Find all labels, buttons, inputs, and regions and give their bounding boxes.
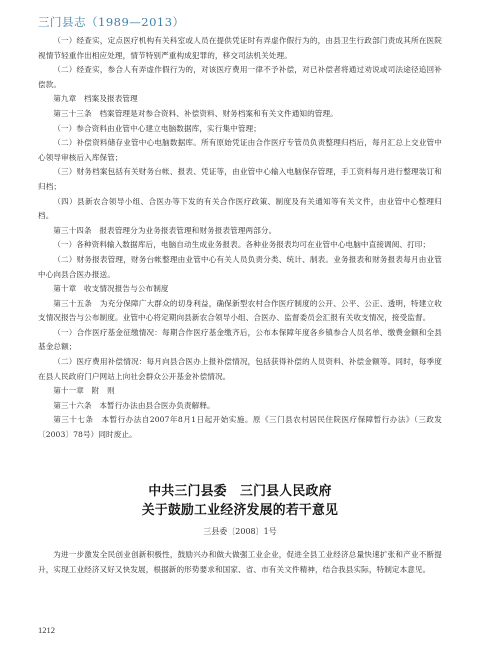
page-number: 1212	[38, 625, 55, 635]
article-paragraph: 第三十三条 档案管理是对参合资料、补偿资料、财务档案和有关文件通知的管理。	[53, 108, 338, 118]
paragraph: （二）补偿资料储存业管中心电脑数据库。所有原始凭证由合作医疗专管员负责整理归档后，每月汇总上交业管中心领导审核后入库保管；	[38, 138, 442, 162]
intro-paragraph: 为进一步激发全民创业创新积极性，鼓励兴办和做大做强工业企业，促进全县工业经济总量快速扩张和产业不断提升，实现工业经济又好又快发展，根据新的形势要求和国家、省、市有关文件精神，结合我县实际，特制定本意见。	[38, 550, 442, 574]
chapter-heading: 第九章 档案及报表管理	[53, 94, 138, 104]
document-title-line2: 关于鼓励工业经济发展的若干意见	[141, 503, 339, 518]
paragraph: （二）财务报表管理，财务台帐整理由业管中心有关人员负责分类、统计、制表。业务报表和财务报表每月由业管中心向县合医办报送。	[38, 254, 442, 279]
paragraph: （一）合作医疗基金征缴情况：每期合作医疗基金缴齐后，公布本保障年度各乡镇参合人员名单、缴费金额和全县基金总额；	[38, 327, 442, 352]
paragraph: （二）经查实，参合人有弄虚作假行为的，对该医疗费用一律不予补偿，对已补偿者将通过劝说或司法途径追回补偿款。	[38, 65, 442, 89]
article-paragraph: 第三十五条 为充分保障广大群众的切身利益，确保新型农村合作医疗制度的公开、公平、公正、透明，特建立收支情况报告与公布制度。业管中心将定期向县新农合领导小组、合医办、监督委员会汇报有关收支情况，接受监督。	[38, 298, 442, 323]
document-title	[38, 482, 442, 520]
document-number: 三县委〔2008〕1号	[203, 527, 277, 536]
article-paragraph: 第三十七条 本暂行办法自2007年8月1日起开始实施。原《三门县农村居民住院医疗保障暂行办法》（三政发〔2003〕78号）同时废止。	[38, 415, 442, 440]
article-paragraph: 第三十六条 本暂行办法由县合医办负责解释。	[53, 400, 215, 410]
paragraph: （四）县新农合领导小组、合医办等下发的有关合作医疗政策、制度及有关通知等有关文件，由业管中心整理归档。	[38, 196, 442, 221]
paragraph: （一）参合资料由业管中心建立电脑数据库，实行集中管理；	[53, 123, 261, 133]
paragraph: （一）各种资料输入数据库后，电脑自动生成业务报表。各种业务报表均可在业管中心电脑中直接调阅、打印；	[53, 240, 431, 250]
document-title-line1: 中共三门县委 三门县人民政府	[148, 484, 332, 499]
paragraph: （二）医疗费用补偿情况：每月向县合医办上报补偿情况，包括获得补偿的人员资料、补偿金额等。同时，每季度在县人民政府门户网站上向社会群众公开基金补偿情况。	[38, 357, 442, 381]
chapter-heading: 第十章 收支情况报告与公布制度	[53, 284, 169, 294]
chapter-heading: 第十一章 附 则	[53, 386, 115, 396]
running-header: 三门县志（1989—2013）	[38, 15, 185, 29]
body-text	[38, 34, 442, 443]
article-paragraph: 第三十四条 报表管理分为业务报表管理和财务报表管理两部分。	[53, 225, 277, 235]
paragraph: （三）财务档案包括有关财务台帐、报表、凭证等，由业管中心输入电脑保存管理，手工资料每月进行整理装订和归档；	[38, 167, 442, 191]
intro-text	[38, 548, 442, 577]
paragraph: （一）经查实，定点医疗机构有关科室或人员在提供凭证时有弄虚作假行为的，由县卫生行政部门责成其所在医院视情节轻重作出相应处理，情节特别严重构成犯罪的，移交司法机关处理。	[38, 36, 442, 60]
